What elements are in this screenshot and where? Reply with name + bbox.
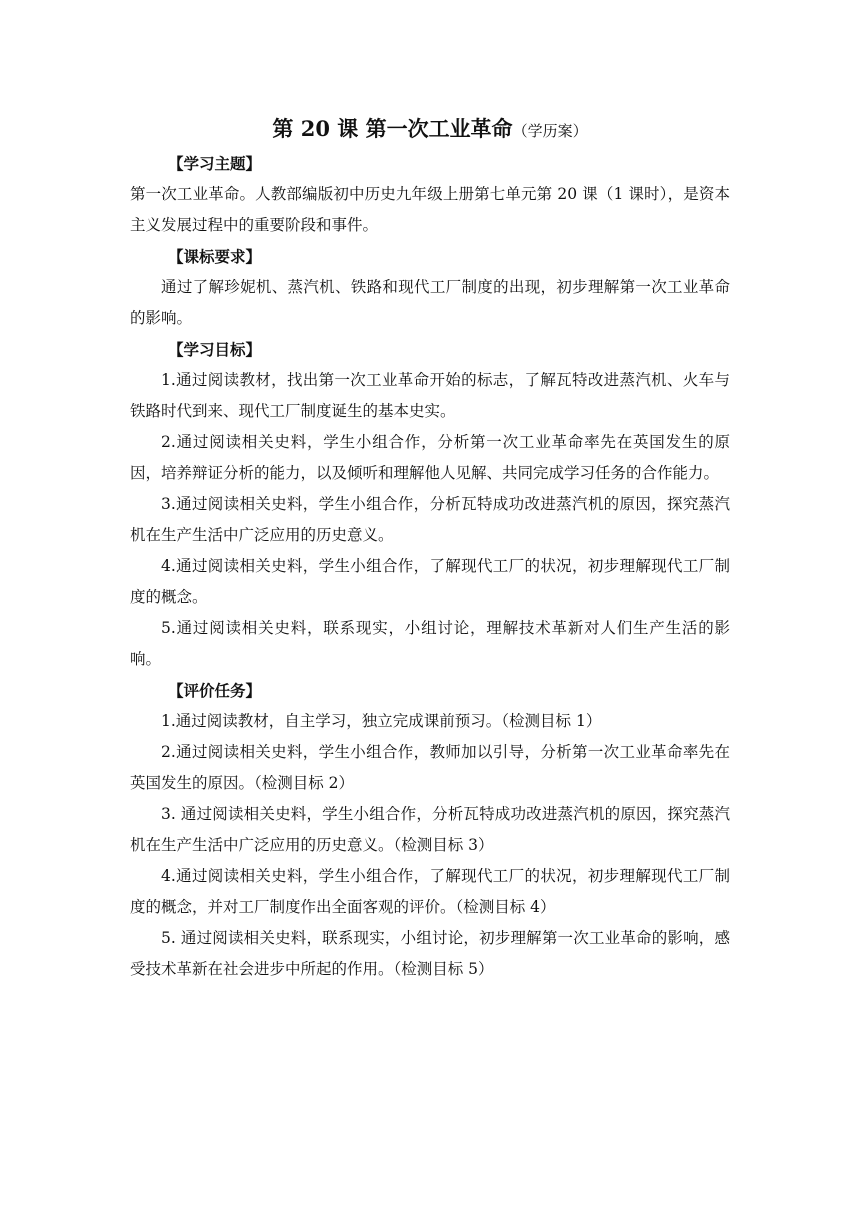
section-text-topic: 第一次工业革命。人教部编版初中历史九年级上册第七单元第 20 课（1 课时），是资本主义发展过程中的重要阶段和事件。 <box>130 185 730 234</box>
document-title-main: 第 20 课 第一次工业革命 <box>272 116 513 141</box>
task-item: 1.通过阅读教材，自主学习，独立完成课前预习。（检测目标 1） <box>161 712 602 730</box>
section-heading-topic: 【学习主题】 <box>168 154 262 173</box>
task-item: 4.通过阅读相关史料，学生小组合作，了解现代工厂的状况，初步理解现代工厂制度的概念，并对工厂制度作出全面客观的评价。（检测目标 4） <box>130 867 730 916</box>
goal-item: 1.通过阅读教材，找出第一次工业革命开始的标志，了解瓦特改进蒸汽机、火车与铁路时代到来、现代工厂制度诞生的基本史实。 <box>130 371 730 420</box>
section-heading-tasks: 【评价任务】 <box>168 681 262 700</box>
goal-item: 2.通过阅读相关史料，学生小组合作，分析第一次工业革命率先在英国发生的原因，培养辩证分析的能力，以及倾听和理解他人见解、共同完成学习任务的合作能力。 <box>130 433 730 482</box>
section-text-standard: 通过了解珍妮机、蒸汽机、铁路和现代工厂制度的出现，初步理解第一次工业革命的影响。 <box>130 278 730 327</box>
task-item: 2.通过阅读相关史料，学生小组合作，教师加以引导，分析第一次工业革命率先在英国发生的原因。（检测目标 2） <box>130 743 730 792</box>
goal-item: 3.通过阅读相关史料，学生小组合作，分析瓦特成功改进蒸汽机的原因，探究蒸汽机在生产生活中广泛应用的历史意义。 <box>130 495 730 544</box>
section-heading-goals: 【学习目标】 <box>168 340 262 359</box>
task-item: 3. 通过阅读相关史料，学生小组合作，分析瓦特成功改进蒸汽机的原因，探究蒸汽机在生产生活中广泛应用的历史意义。（检测目标 3） <box>130 805 730 854</box>
goal-item: 4.通过阅读相关史料，学生小组合作，了解现代工厂的状况，初步理解现代工厂制度的概念。 <box>130 557 730 606</box>
document-title <box>130 112 730 146</box>
goal-item: 5.通过阅读相关史料，联系现实，小组讨论，理解技术革新对人们生产生活的影响。 <box>130 619 730 668</box>
section-heading-standard: 【课标要求】 <box>168 247 262 266</box>
task-item: 5. 通过阅读相关史料，联系现实，小组讨论，初步理解第一次工业革命的影响，感受技术革新在社会进步中所起的作用。（检测目标 5） <box>130 929 730 978</box>
document-page <box>130 112 730 985</box>
document-title-sub: （学历案） <box>512 122 588 140</box>
